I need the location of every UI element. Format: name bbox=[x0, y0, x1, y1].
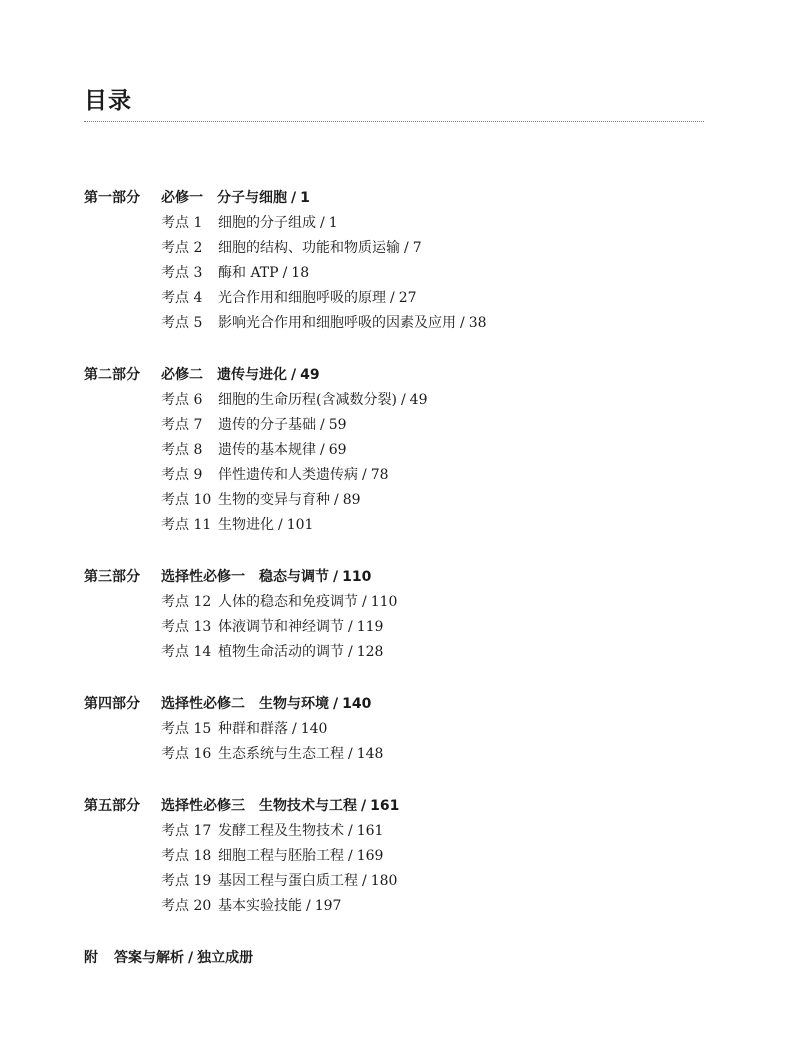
separator: / bbox=[460, 315, 465, 331]
item-label: 考点 14 bbox=[161, 644, 212, 660]
item-label: 考点 7 bbox=[161, 417, 203, 433]
item-label: 考点 8 bbox=[161, 442, 203, 458]
item-title: 酶和 ATP bbox=[218, 265, 279, 281]
toc-item[interactable] bbox=[84, 311, 724, 336]
item-label: 考点 2 bbox=[161, 240, 203, 256]
toc-item[interactable] bbox=[84, 640, 724, 665]
item-page: 180 bbox=[370, 873, 398, 889]
part-course: 选择性必修二 bbox=[161, 696, 245, 712]
toc-item[interactable] bbox=[84, 438, 724, 463]
item-title: 细胞工程与胚胎工程 bbox=[218, 848, 344, 864]
item-title: 种群和群落 bbox=[218, 721, 288, 737]
item-page: 197 bbox=[314, 898, 342, 914]
item-title: 光合作用和细胞呼吸的原理 bbox=[218, 290, 386, 306]
appendix-note: 独立成册 bbox=[197, 950, 254, 966]
toc-item[interactable] bbox=[84, 615, 724, 640]
part-label: 第四部分 bbox=[84, 696, 140, 712]
item-title: 遗传的分子基础 bbox=[218, 417, 316, 433]
appendix-row[interactable] bbox=[84, 946, 724, 971]
separator: / bbox=[291, 367, 297, 383]
separator: / bbox=[348, 644, 353, 660]
separator: / bbox=[333, 569, 339, 585]
part-heading[interactable] bbox=[84, 692, 724, 717]
part-topic: 生物技术与工程 bbox=[259, 798, 357, 814]
toc-item[interactable] bbox=[84, 413, 724, 438]
item-page: 101 bbox=[286, 517, 314, 533]
separator: / bbox=[188, 950, 194, 966]
separator: / bbox=[333, 696, 339, 712]
separator: / bbox=[306, 898, 311, 914]
toc-item[interactable] bbox=[84, 844, 724, 869]
appendix-title: 答案与解析 bbox=[114, 950, 184, 966]
part-heading[interactable] bbox=[84, 794, 724, 819]
item-label: 考点 19 bbox=[161, 873, 212, 889]
separator: / bbox=[362, 594, 367, 610]
separator: / bbox=[291, 190, 297, 206]
toc-item[interactable] bbox=[84, 261, 724, 286]
item-title: 基因工程与蛋白质工程 bbox=[218, 873, 358, 889]
item-title: 体液调节和神经调节 bbox=[218, 619, 344, 635]
separator: / bbox=[348, 823, 353, 839]
part-page: 49 bbox=[300, 367, 320, 383]
toc-item[interactable] bbox=[84, 463, 724, 488]
item-page: 59 bbox=[328, 417, 347, 433]
part-topic: 稳态与调节 bbox=[259, 569, 329, 585]
part-heading[interactable] bbox=[84, 565, 724, 590]
toc-item[interactable] bbox=[84, 211, 724, 236]
separator: / bbox=[362, 873, 367, 889]
toc-item[interactable] bbox=[84, 717, 724, 742]
toc-part bbox=[84, 692, 724, 767]
dotted-divider bbox=[84, 121, 704, 122]
item-title: 生物的变异与育种 bbox=[218, 492, 330, 508]
part-page: 1 bbox=[300, 190, 310, 206]
part-page: 161 bbox=[370, 798, 400, 814]
item-page: 119 bbox=[356, 619, 384, 635]
item-label: 考点 18 bbox=[161, 848, 212, 864]
toc-item[interactable] bbox=[84, 819, 724, 844]
item-page: 148 bbox=[356, 746, 384, 762]
toc-item[interactable] bbox=[84, 590, 724, 615]
item-page: 128 bbox=[356, 644, 384, 660]
item-label: 考点 6 bbox=[161, 392, 203, 408]
separator: / bbox=[361, 798, 367, 814]
item-title: 生态系统与生态工程 bbox=[218, 746, 344, 762]
item-page: 27 bbox=[398, 290, 417, 306]
item-title: 基本实验技能 bbox=[218, 898, 302, 914]
part-label: 第五部分 bbox=[84, 798, 140, 814]
toc-part bbox=[84, 363, 724, 538]
item-page: 18 bbox=[291, 265, 310, 281]
item-page: 89 bbox=[342, 492, 361, 508]
item-title: 细胞的生命历程(含减数分裂) bbox=[218, 392, 397, 408]
separator: / bbox=[348, 619, 353, 635]
item-label: 考点 3 bbox=[161, 265, 203, 281]
item-title: 遗传的基本规律 bbox=[218, 442, 316, 458]
item-title: 人体的稳态和免疫调节 bbox=[218, 594, 358, 610]
toc-part bbox=[84, 565, 724, 665]
separator: / bbox=[282, 265, 288, 281]
part-label: 第二部分 bbox=[84, 367, 140, 383]
separator: / bbox=[400, 392, 406, 408]
item-page: 78 bbox=[370, 467, 389, 483]
item-label: 考点 4 bbox=[161, 290, 203, 306]
item-label: 考点 1 bbox=[161, 215, 203, 231]
separator: / bbox=[334, 492, 339, 508]
item-label: 考点 5 bbox=[161, 315, 203, 331]
page-title: 目录 bbox=[84, 88, 132, 114]
part-topic: 遗传与进化 bbox=[217, 367, 287, 383]
part-heading[interactable] bbox=[84, 363, 724, 388]
item-page: 110 bbox=[370, 594, 398, 610]
separator: / bbox=[292, 721, 297, 737]
part-label: 第三部分 bbox=[84, 569, 140, 585]
item-page: 49 bbox=[409, 392, 428, 408]
item-label: 考点 20 bbox=[161, 898, 212, 914]
table-of-contents bbox=[84, 186, 724, 971]
item-page: 69 bbox=[328, 442, 347, 458]
part-page: 140 bbox=[342, 696, 372, 712]
part-topic: 分子与细胞 bbox=[217, 190, 287, 206]
toc-part bbox=[84, 186, 724, 336]
part-course: 必修一 bbox=[161, 190, 203, 206]
toc-item[interactable] bbox=[84, 388, 724, 413]
item-page: 161 bbox=[356, 823, 384, 839]
toc-item[interactable] bbox=[84, 894, 724, 919]
item-label: 考点 15 bbox=[161, 721, 212, 737]
separator: / bbox=[320, 417, 325, 433]
item-page: 7 bbox=[412, 240, 422, 256]
toc-item[interactable] bbox=[84, 869, 724, 894]
part-label: 第一部分 bbox=[84, 190, 140, 206]
item-title: 生物进化 bbox=[218, 517, 274, 533]
appendix-label: 附 bbox=[84, 950, 98, 966]
item-label: 考点 9 bbox=[161, 467, 203, 483]
item-label: 考点 13 bbox=[161, 619, 212, 635]
item-page: 140 bbox=[300, 721, 328, 737]
item-title: 伴性遗传和人类遗传病 bbox=[218, 467, 358, 483]
item-page: 38 bbox=[468, 315, 487, 331]
toc-item[interactable] bbox=[84, 742, 724, 767]
item-title: 植物生命活动的调节 bbox=[218, 644, 344, 660]
part-course: 必修二 bbox=[161, 367, 203, 383]
item-label: 考点 12 bbox=[161, 594, 212, 610]
item-label: 考点 17 bbox=[161, 823, 212, 839]
item-title: 影响光合作用和细胞呼吸的因素及应用 bbox=[218, 315, 456, 331]
toc-item[interactable] bbox=[84, 236, 724, 261]
item-label: 考点 10 bbox=[161, 492, 212, 508]
toc-part bbox=[84, 794, 724, 919]
separator: / bbox=[320, 442, 325, 458]
item-page: 1 bbox=[328, 215, 338, 231]
item-label: 考点 16 bbox=[161, 746, 212, 762]
item-title: 发酵工程及生物技术 bbox=[218, 823, 344, 839]
part-page: 110 bbox=[342, 569, 372, 585]
separator: / bbox=[362, 467, 367, 483]
separator: / bbox=[320, 215, 325, 231]
item-title: 细胞的分子组成 bbox=[218, 215, 316, 231]
separator: / bbox=[390, 290, 395, 306]
part-course: 选择性必修一 bbox=[161, 569, 245, 585]
separator: / bbox=[278, 517, 283, 533]
separator: / bbox=[404, 240, 409, 256]
item-page: 169 bbox=[356, 848, 384, 864]
item-title: 细胞的结构、功能和物质运输 bbox=[218, 240, 400, 256]
item-label: 考点 11 bbox=[161, 517, 212, 533]
toc-item[interactable] bbox=[84, 513, 724, 538]
part-topic: 生物与环境 bbox=[259, 696, 329, 712]
toc-item[interactable] bbox=[84, 488, 724, 513]
separator: / bbox=[348, 746, 353, 762]
part-heading[interactable] bbox=[84, 186, 724, 211]
part-course: 选择性必修三 bbox=[161, 798, 245, 814]
separator: / bbox=[348, 848, 353, 864]
toc-item[interactable] bbox=[84, 286, 724, 311]
